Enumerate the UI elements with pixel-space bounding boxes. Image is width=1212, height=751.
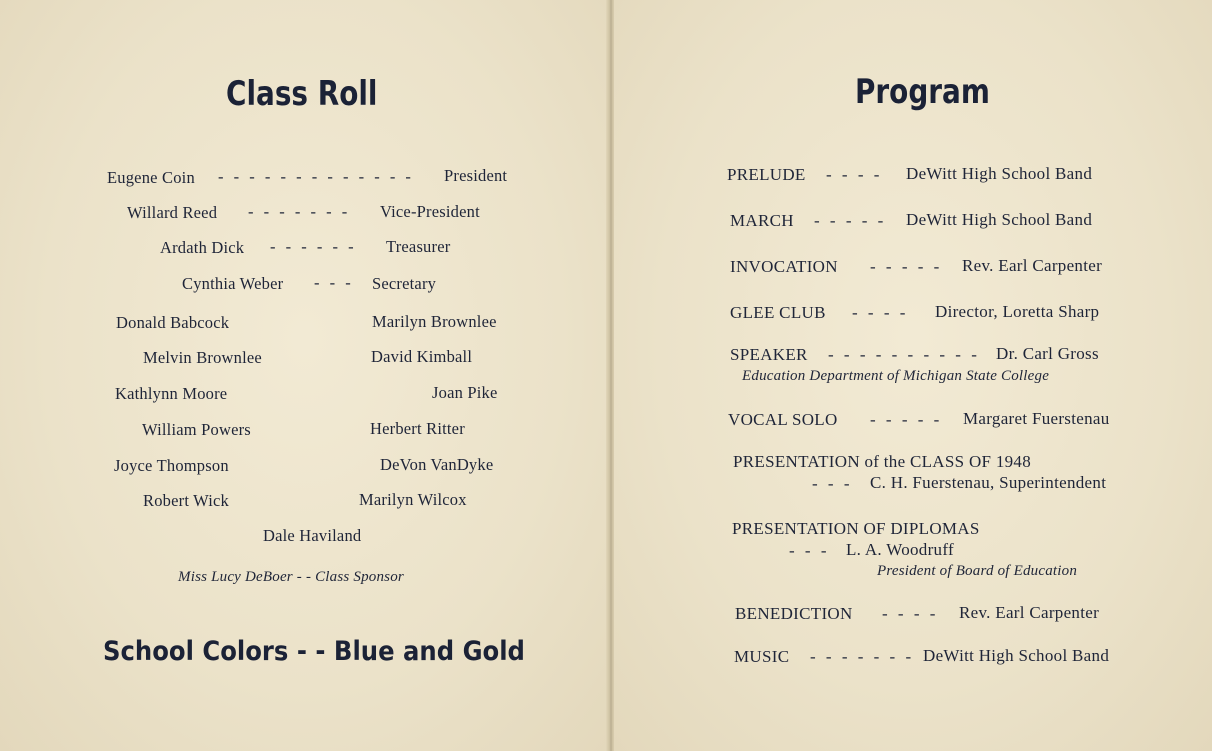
officer-secretary-role: Secretary	[372, 274, 437, 293]
program-item-dashes: - - - - - - -	[810, 647, 915, 666]
program-item-label: INVOCATION	[730, 257, 838, 276]
member-name: Marilyn Brownlee	[372, 312, 497, 331]
program-page	[614, 0, 1212, 751]
program-item-dashes: - - - -	[826, 165, 883, 184]
member-name: William Powers	[142, 420, 251, 439]
member-name: Joan Pike	[432, 383, 498, 402]
officer-president-name: Eugene Coin	[107, 168, 195, 187]
officer-treasurer-name: Ardath Dick	[160, 238, 245, 257]
member-name: Robert Wick	[143, 491, 230, 510]
program-item-dashes: - - -	[812, 474, 853, 493]
officer-president-dashes: - - - - - - - - - - - - -	[218, 167, 414, 186]
program-item-detail: Margaret Fuerstenau	[963, 409, 1110, 428]
program-item-label: MUSIC	[734, 647, 790, 666]
program-item-dashes: - - - -	[852, 303, 909, 322]
officer-vice-president-name: Willard Reed	[127, 203, 218, 222]
program-item-detail: L. A. Woodruff	[846, 540, 954, 559]
member-name: David Kimball	[371, 347, 473, 366]
officer-vice-president-role: Vice-President	[380, 202, 480, 221]
member-name: DeVon VanDyke	[380, 455, 494, 474]
member-name: Kathlynn Moore	[115, 384, 228, 403]
program-item-label: PRESENTATION of the CLASS OF 1948	[733, 452, 1032, 471]
class-roll-title: Class Roll	[226, 74, 378, 114]
program-item-dashes: - - - - -	[870, 410, 943, 429]
officer-secretary-name: Cynthia Weber	[182, 274, 284, 293]
member-name: Joyce Thompson	[114, 456, 229, 475]
program-item-dashes: - - - - -	[870, 257, 943, 276]
program-item-note: Education Department of Michigan State College	[742, 368, 1050, 384]
program-item-detail: Rev. Earl Carpenter	[962, 256, 1103, 275]
program-item-dashes: - - - -	[882, 604, 939, 623]
program-item-note: President of Board of Education	[877, 563, 1078, 579]
program-item-detail: Rev. Earl Carpenter	[959, 603, 1100, 622]
school-colors: School Colors - - Blue and Gold	[103, 636, 525, 667]
program-item-detail: C. H. Fuerstenau, Superintendent	[870, 473, 1107, 492]
member-name: Dale Haviland	[263, 526, 362, 545]
program-title: Program	[855, 72, 990, 112]
member-name: Herbert Ritter	[370, 419, 465, 438]
officer-vice-president-dashes: - - - - - - -	[248, 202, 351, 221]
member-name: Donald Babcock	[116, 313, 230, 332]
officer-treasurer-role: Treasurer	[386, 237, 451, 256]
program-item-dashes: - - - - -	[814, 211, 887, 230]
program-item-detail: DeWitt High School Band	[923, 646, 1110, 665]
program-item-detail: DeWitt High School Band	[906, 210, 1093, 229]
program-item-label: SPEAKER	[730, 345, 808, 364]
program-item-label: BENEDICTION	[735, 604, 853, 623]
program-item-detail: Director, Loretta Sharp	[935, 302, 1100, 321]
member-name: Melvin Brownlee	[143, 348, 262, 367]
program-item-label: GLEE CLUB	[730, 303, 826, 322]
program-item-detail: Dr. Carl Gross	[996, 344, 1099, 363]
officer-president-role: President	[444, 166, 508, 185]
program-item-label: MARCH	[730, 211, 794, 230]
program-item-label: PRESENTATION OF DIPLOMAS	[732, 519, 980, 538]
program-item-label: VOCAL SOLO	[728, 410, 838, 429]
program-item-detail: DeWitt High School Band	[906, 164, 1093, 183]
member-name: Marilyn Wilcox	[359, 490, 467, 509]
program-item-dashes: - - - - - - - - - -	[828, 345, 980, 364]
officer-secretary-dashes: - - -	[314, 273, 354, 292]
officer-treasurer-dashes: - - - - - -	[270, 237, 357, 256]
program-item-label: PRELUDE	[727, 165, 806, 184]
program-item-dashes: - - -	[789, 541, 830, 560]
class-sponsor: Miss Lucy DeBoer - - Class Sponsor	[178, 569, 404, 585]
